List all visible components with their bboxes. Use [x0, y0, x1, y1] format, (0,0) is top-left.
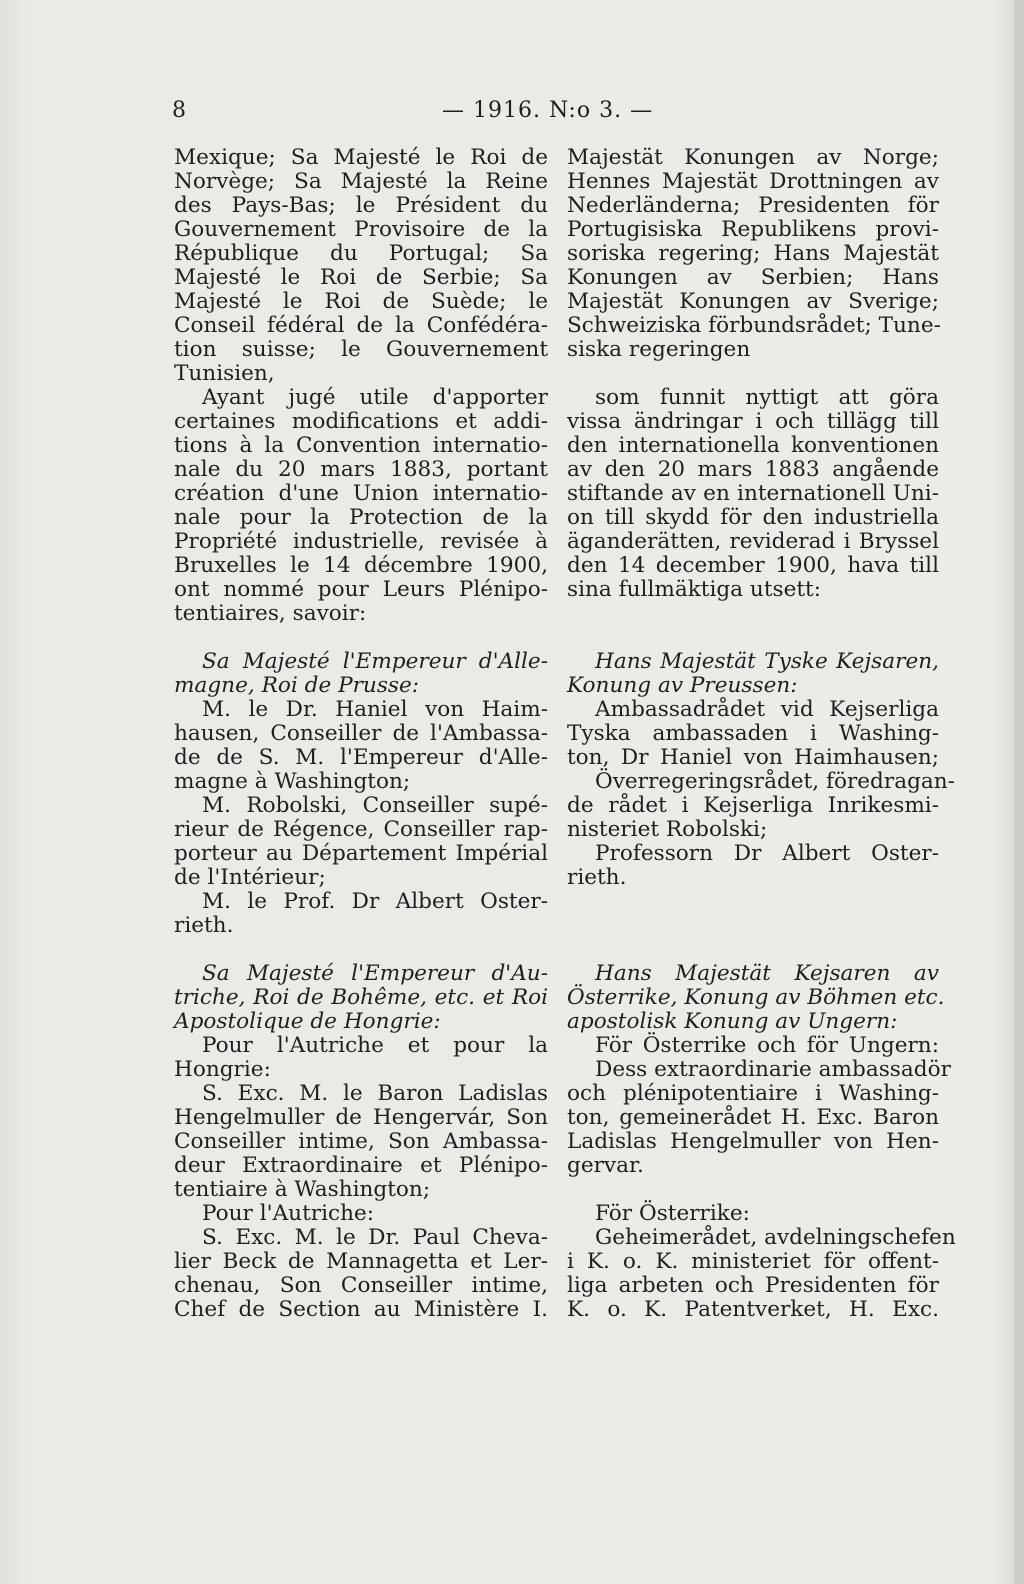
french-text-line: deur Extraordinaire et Plénipo-: [174, 1153, 548, 1178]
paragraph-gap: [567, 938, 939, 962]
swedish-text-line: sina fullmäktiga utsett:: [567, 577, 822, 602]
french-text-line: M. Robolski, Conseiller supé-: [202, 793, 548, 818]
swedish-text-line: apostolisk Konung av Ungern:: [567, 1009, 898, 1034]
swedish-text-line: den 14 december 1900, hava till: [567, 553, 939, 578]
french-text-line: S. Exc. M. le Dr. Paul Cheva-: [202, 1225, 548, 1250]
swedish-text-line: Nederländerna; Presidenten för: [567, 193, 939, 218]
swedish-text-line: on till skydd för den industriella: [567, 505, 939, 530]
swedish-text-line: Österrike, Konung av Böhmen etc.: [567, 985, 945, 1010]
swedish-text-line: liga arbeten och Presidenten för: [567, 1273, 939, 1298]
french-text-line: création d'une Union internatio-: [174, 481, 548, 506]
swedish-text-line: Ambassadrådet vid Kejserliga: [595, 697, 939, 722]
swedish-text-line: gervar.: [567, 1153, 644, 1178]
swedish-text-line: Geheimerådet, avdelningschefen: [595, 1225, 956, 1250]
swedish-text-line: vissa ändringar i och tillägg till: [567, 409, 939, 434]
swedish-text-line: Konung av Preussen:: [567, 673, 798, 698]
french-text-line: Pour l'Autriche:: [202, 1201, 375, 1226]
paragraph-gap: [567, 914, 939, 938]
french-text-line: triche, Roi de Bohême, etc. et Roi: [174, 985, 548, 1010]
swedish-text-line: Tyska ambassaden i Washing-: [567, 721, 939, 746]
french-text-line: rieth.: [174, 913, 234, 938]
french-text-line: Ayant jugé utile d'apporter: [202, 385, 548, 410]
swedish-text-line: stiftande av en internationell Uni-: [567, 481, 939, 506]
swedish-text-line: Hennes Majestät Drottningen av: [567, 169, 939, 194]
french-text-line: lier Beck de Mannagetta et Ler-: [174, 1249, 548, 1274]
paragraph-gap: [567, 362, 939, 386]
french-text-line: tentiaire à Washington;: [174, 1177, 431, 1202]
swedish-text-line: Överregeringsrådet, föredragan-: [595, 769, 955, 794]
french-text-line: Majesté le Roi de Serbie; Sa: [174, 265, 548, 290]
swedish-text-line: För Österrike:: [595, 1201, 750, 1226]
french-text-line: ont nommé pour Leurs Plénipo-: [174, 577, 548, 602]
french-text-line: magne, Roi de Prusse:: [174, 673, 420, 698]
swedish-text-line: För Österrike och för Ungern:: [595, 1033, 939, 1058]
page-header: [172, 96, 942, 126]
swedish-text-line: nisteriet Robolski;: [567, 817, 768, 842]
french-text-line: de de S. M. l'Empereur d'Alle-: [174, 745, 548, 770]
swedish-text-line: Hans Majestät Tyske Kejsaren,: [595, 649, 939, 674]
swedish-text-line: soriska regering; Hans Majestät: [567, 241, 939, 266]
swedish-text-line: som funnit nyttigt att göra: [595, 385, 939, 410]
french-text-line: des Pays-Bas; le Président du: [174, 193, 548, 218]
french-text-line: Hengelmuller de Hengervár, Son: [174, 1105, 548, 1130]
french-text-line: tion suisse; le Gouvernement: [174, 337, 548, 362]
swedish-text-line: den internationella konventionen: [567, 433, 939, 458]
swedish-column: [567, 145, 956, 1322]
french-text-line: certaines modifications et addi-: [174, 409, 548, 434]
swedish-text-line: de rådet i Kejserliga Inrikesmi-: [567, 793, 939, 818]
swedish-text-line: Schweiziska förbundsrådet; Tune-: [567, 313, 941, 338]
french-text-line: Conseiller intime, Son Ambassa-: [174, 1129, 548, 1154]
paragraph-gap: [174, 938, 548, 962]
french-text-line: République du Portugal; Sa: [174, 241, 548, 266]
running-title: — 1916. N:o 3. —: [442, 98, 654, 123]
french-text-line: de l'Intérieur;: [174, 865, 326, 890]
paragraph-gap: [174, 626, 548, 650]
french-text-line: Propriété industrielle, revisée à: [174, 529, 548, 554]
french-text-line: Sa Majesté l'Empereur d'Alle-: [202, 649, 548, 674]
swedish-text-line: rieth.: [567, 865, 627, 890]
french-text-line: rieur de Régence, Conseiller rap-: [174, 817, 548, 842]
swedish-text-line: Hans Majestät Kejsaren av: [595, 961, 939, 986]
french-text-line: Bruxelles le 14 décembre 1900,: [174, 553, 548, 578]
french-column: [174, 146, 548, 1322]
french-text-line: Chef de Section au Ministère I.: [174, 1297, 548, 1322]
french-text-line: Majesté le Roi de Suède; le: [174, 289, 548, 314]
page-number: 8: [172, 98, 186, 123]
french-text-line: porteur au Département Impérial: [174, 841, 548, 866]
swedish-text-line: siska regeringen: [567, 337, 751, 362]
scan-edge: [1014, 0, 1024, 1584]
paragraph-gap: [567, 1178, 939, 1202]
french-text-line: S. Exc. M. le Baron Ladislas: [202, 1081, 548, 1106]
french-text-line: tions à la Convention internatio-: [174, 433, 548, 458]
swedish-text-line: i K. o. K. ministeriet för offent-: [567, 1249, 939, 1274]
french-text-line: Tunisien,: [174, 361, 275, 386]
french-text-line: tentiaires, savoir:: [174, 601, 367, 626]
french-text-line: Gouvernement Provisoire de la: [174, 217, 548, 242]
swedish-text-line: K. o. K. Patentverket, H. Exc.: [567, 1297, 939, 1322]
paragraph-gap: [567, 626, 939, 650]
french-text-line: magne à Washington;: [174, 769, 411, 794]
french-text-line: Mexique; Sa Majesté le Roi de: [174, 145, 548, 170]
french-text-line: Norvège; Sa Majesté la Reine: [174, 169, 548, 194]
french-text-line: Pour l'Autriche et pour la: [202, 1033, 548, 1058]
swedish-text-line: äganderätten, reviderad i Bryssel: [567, 529, 939, 554]
swedish-text-line: och plénipotentiaire i Washing-: [567, 1081, 939, 1106]
french-text-line: Sa Majesté l'Empereur d'Au-: [202, 961, 548, 986]
french-text-line: M. le Prof. Dr Albert Oster-: [202, 889, 548, 914]
french-text-line: chenau, Son Conseiller intime,: [174, 1273, 548, 1298]
paragraph-gap: [567, 602, 939, 626]
swedish-text-line: ton, gemeinerådet H. Exc. Baron: [567, 1105, 939, 1130]
swedish-text-line: Portugisiska Republikens provi-: [567, 217, 939, 242]
french-text-line: Hongrie:: [174, 1057, 271, 1082]
swedish-text-line: ton, Dr Haniel von Haimhausen;: [567, 745, 939, 770]
french-text-line: hausen, Conseiller de l'Ambassa-: [174, 721, 548, 746]
swedish-text-line: Ladislas Hengelmuller von Hen-: [567, 1129, 939, 1154]
swedish-text-line: Professorn Dr Albert Oster-: [595, 841, 939, 866]
swedish-text-line: Dess extraordinarie ambassadör: [595, 1057, 951, 1082]
french-text-line: nale du 20 mars 1883, portant: [174, 457, 548, 482]
french-text-line: nale pour la Protection de la: [174, 505, 548, 530]
paragraph-gap: [567, 890, 939, 914]
swedish-text-line: Majestät Konungen av Norge;: [567, 145, 939, 170]
french-text-line: Apostolique de Hongrie:: [174, 1009, 441, 1034]
french-text-line: M. le Dr. Haniel von Haim-: [202, 697, 548, 722]
swedish-text-line: Konungen av Serbien; Hans: [567, 265, 939, 290]
french-text-line: Conseil fédéral de la Confédéra-: [174, 313, 548, 338]
swedish-text-line: av den 20 mars 1883 angående: [567, 457, 939, 482]
swedish-text-line: Majestät Konungen av Sverige;: [567, 289, 939, 314]
